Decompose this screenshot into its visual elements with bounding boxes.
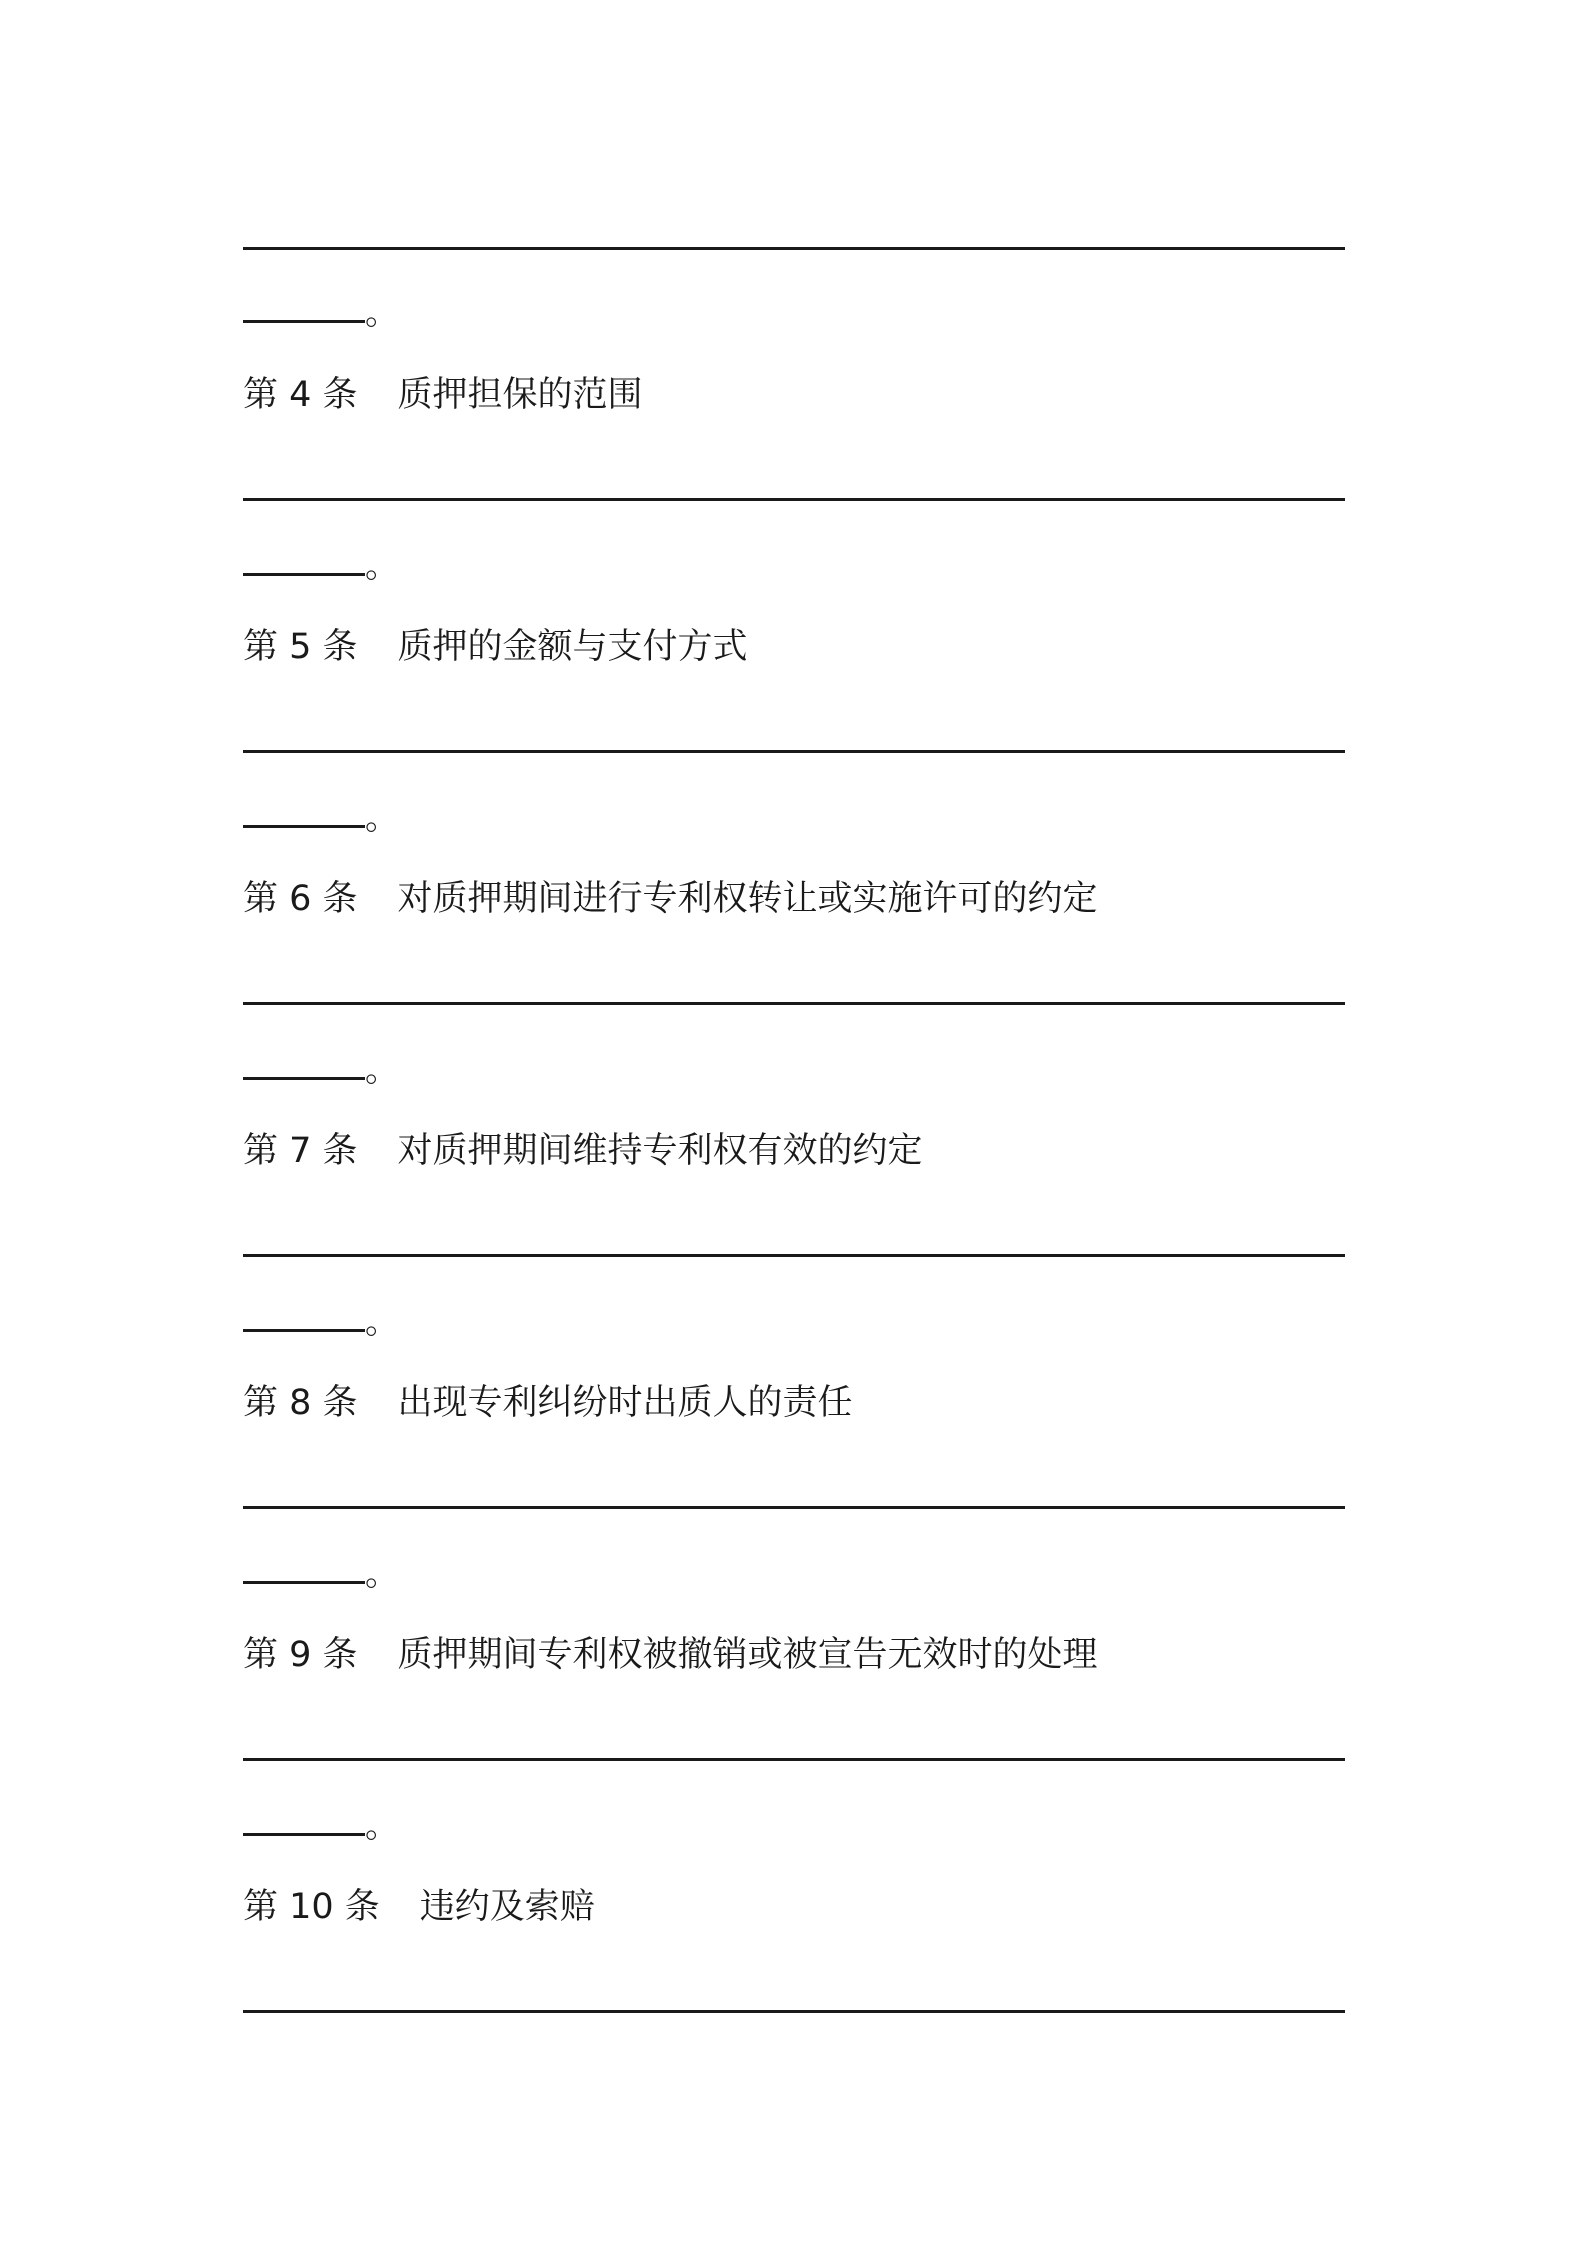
fill-in-blank-line xyxy=(243,247,1345,250)
fill-in-blank-short-line xyxy=(243,1581,365,1584)
fill-in-blank-line xyxy=(243,1758,1345,1761)
article-title: 违约及索赔 xyxy=(419,1887,595,1927)
period-mark: 。 xyxy=(365,293,399,333)
article-number: 第 10 条 xyxy=(243,1887,380,1927)
period-mark: 。 xyxy=(365,1806,399,1846)
fill-in-blank-line xyxy=(243,1254,1345,1257)
fill-in-blank-line xyxy=(243,2010,1345,2013)
article-heading xyxy=(243,1887,595,1927)
period-mark: 。 xyxy=(365,1050,399,1090)
article-heading xyxy=(243,627,748,667)
fill-in-blank-short-line xyxy=(243,573,365,576)
article-title: 质押担保的范围 xyxy=(397,375,643,415)
fill-in-blank-short-line xyxy=(243,1833,365,1836)
article-title: 质押的金额与支付方式 xyxy=(397,627,748,667)
period-mark: 。 xyxy=(365,1302,399,1342)
article-title: 对质押期间维持专利权有效的约定 xyxy=(397,1131,923,1171)
article-number: 第 4 条 xyxy=(243,375,358,415)
article-heading xyxy=(243,1131,923,1171)
article-heading xyxy=(243,879,1098,919)
fill-in-blank-short-line xyxy=(243,1077,365,1080)
fill-in-blank-line xyxy=(243,498,1345,501)
fill-in-blank-short-line xyxy=(243,825,365,828)
article-title: 质押期间专利权被撤销或被宣告无效时的处理 xyxy=(397,1635,1098,1675)
period-mark: 。 xyxy=(365,546,399,586)
period-mark: 。 xyxy=(365,1554,399,1594)
article-number: 第 6 条 xyxy=(243,879,358,919)
article-number: 第 5 条 xyxy=(243,627,358,667)
fill-in-blank-line xyxy=(243,750,1345,753)
fill-in-blank-short-line xyxy=(243,320,365,323)
article-title: 对质押期间进行专利权转让或实施许可的约定 xyxy=(397,879,1098,919)
article-heading xyxy=(243,1635,1098,1675)
fill-in-blank-line xyxy=(243,1002,1345,1005)
article-number: 第 7 条 xyxy=(243,1131,358,1171)
fill-in-blank-short-line xyxy=(243,1329,365,1332)
article-number: 第 9 条 xyxy=(243,1635,358,1675)
period-mark: 。 xyxy=(365,798,399,838)
article-number: 第 8 条 xyxy=(243,1383,358,1423)
article-heading xyxy=(243,1383,853,1423)
article-heading xyxy=(243,375,643,415)
article-title: 出现专利纠纷时出质人的责任 xyxy=(397,1383,853,1423)
fill-in-blank-line xyxy=(243,1506,1345,1509)
